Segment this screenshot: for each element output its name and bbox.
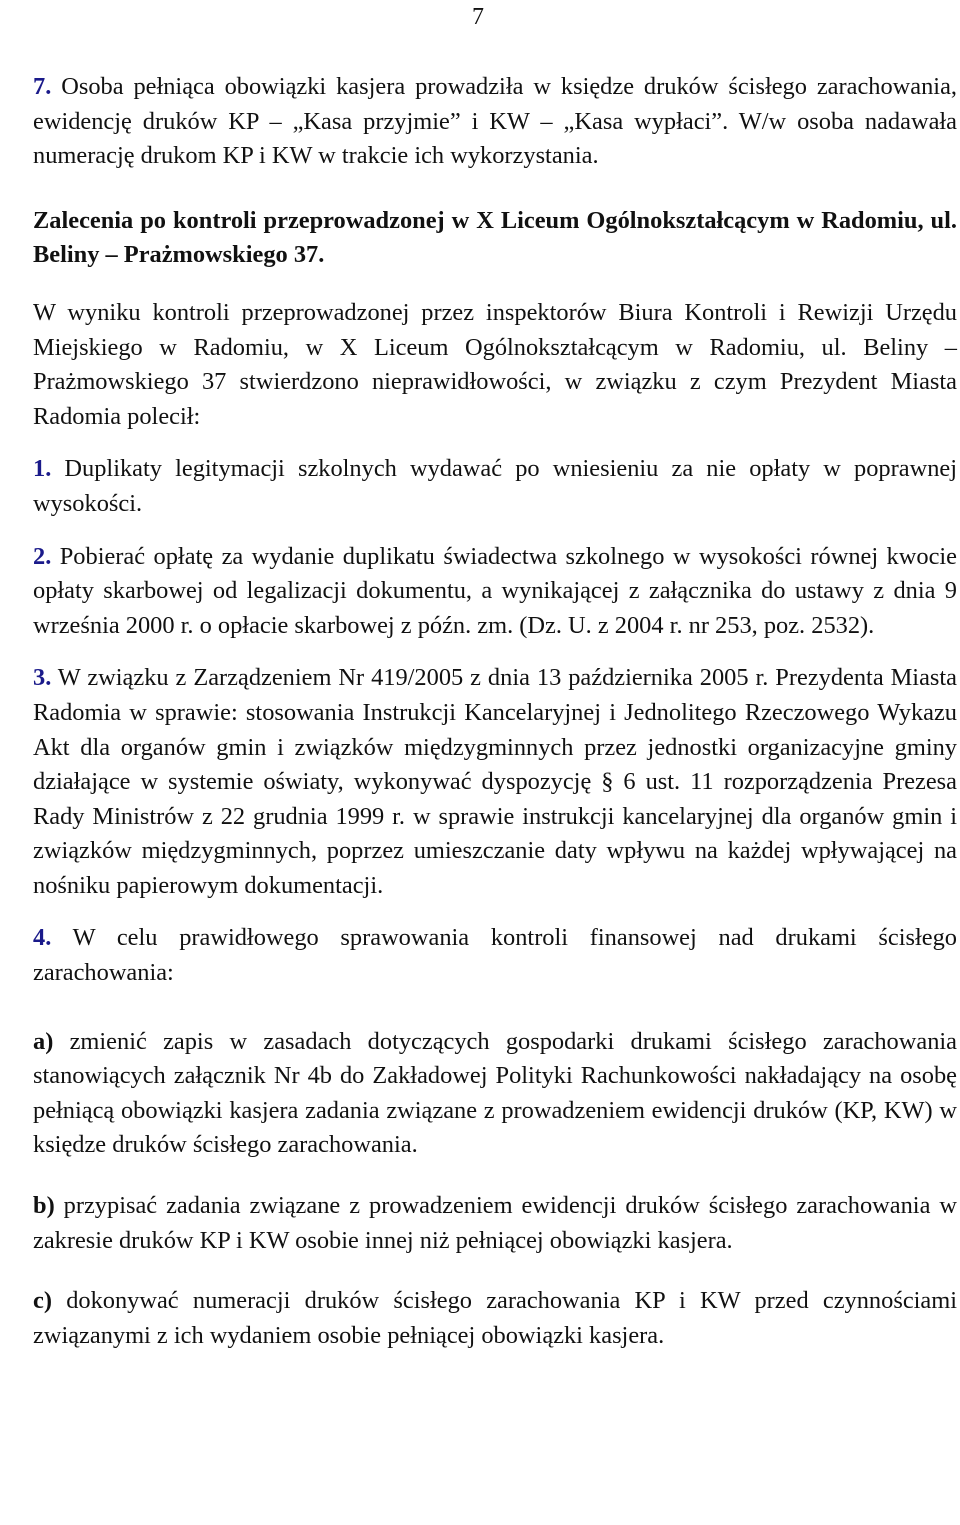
recommendation-3 xyxy=(33,661,957,903)
intro-paragraph: W wyniku kontroli przeprowadzonej przez inspektorów Biura Kontroli i Rewizji Urzędu Miejskiego w Radomiu, w X Liceum Ogólnokształcącym w Radomiu, ul. Beliny – Prażmowskiego 37 stwierdzono nieprawidłowości, w związku z czym Prezydent Miasta Radomia polecił: xyxy=(33,298,957,430)
item-c-mark: c) xyxy=(33,1287,52,1315)
item-b-mark: b) xyxy=(33,1192,55,1220)
item-b-text: przypisać zadania związane z prowadzeniem ewidencji druków ścisłego zarachowania w zakresie druków KP i KW osobie innej niż pełniącej obowiązki kasjera. xyxy=(33,1192,957,1254)
item-a xyxy=(33,1025,957,1163)
recommendation-1-number: 1. xyxy=(33,455,52,483)
recommendation-2-text: Pobierać opłatę za wydanie duplikatu świadectwa szkolnego w wysokości równej kwocie opłaty skarbowej od legalizacji dokumentu, a wynikającej z załącznika do ustawy z dnia 9 września 2000 r. o opłacie skarbowej z późn. zm. (Dz. U. z 2004 r. nr 253, poz. 2532). xyxy=(33,542,957,639)
recommendation-3-text: W związku z Zarządzeniem Nr 419/2005 z dnia 13 października 2005 r. Prezydenta Miasta Radomia w sprawie: stosowania Instrukcji Kancelaryjnej i Jednolitego Rzeczowego Wykazu Akt dla organów gmin i związków międzygminnych przez jednostki organizacyjne gminy działające w systemie oświaty, wykonywać dyspozycję § 6 ust. 11 rozporządzenia Prezesa Rady Ministrów z 22 grudnia 1999 r. w sprawie instrukcji kancelaryjnej dla organów gmin i związków międzygminnych, poprzez umieszczanie daty wpływu na każdej wpływającej na nośniku papierowym dokumentacji. xyxy=(33,664,957,899)
paragraph-7 xyxy=(33,70,957,174)
item-c-text: dokonywać numeracji druków ścisłego zarachowania KP i KW przed czynnościami związanymi z ich wydaniem osobie pełniącej obowiązki kasjera. xyxy=(33,1287,957,1349)
recommendation-4-number: 4. xyxy=(33,924,52,952)
recommendation-4-text: W celu prawidłowego sprawowania kontroli finansowej nad drukami ścisłego zarachowania: xyxy=(33,924,957,987)
recommendation-4 xyxy=(33,921,957,990)
recommendation-1-text: Duplikaty legitymacji szkolnych wydawać po wniesieniu za nie opłaty w poprawnej wysokości. xyxy=(33,455,957,517)
item-a-text: zmienić zapis w zasadach dotyczących gospodarki drukami ścisłego zarachowania stanowiących załącznik Nr 4b do Zakładowej Polityki Rachunkowości nakładający na osobę pełniącą obowiązki kasjera zadania związane z prowadzeniem ewidencji druków (KP, KW) w księdze druków ścisłego zarachowania. xyxy=(33,1027,957,1159)
recommendation-3-number: 3. xyxy=(33,664,52,692)
item-b xyxy=(33,1189,957,1258)
recommendations-heading: Zalecenia po kontroli przeprowadzonej w X Liceum Ogólnokształcącym w Radomiu, ul. Beliny – Prażmowskiego 37. xyxy=(33,206,957,269)
paragraph-7-text: Osoba pełniąca obowiązki kasjera prowadziła w księdze druków ścisłego zarachowania, ewidencję druków KP – „Kasa przyjmie” i KW – „Kasa wypłaci”. W/w osoba nadawała numerację drukom KP i KW w trakcie ich wykorzystania. xyxy=(33,73,957,170)
page-number: 7 xyxy=(472,4,484,30)
recommendation-1 xyxy=(33,452,957,521)
document-body xyxy=(33,70,957,1353)
recommendation-2 xyxy=(33,540,957,644)
paragraph-7-number: 7. xyxy=(33,73,52,100)
recommendation-2-number: 2. xyxy=(33,542,52,570)
item-a-mark: a) xyxy=(33,1027,54,1055)
item-c xyxy=(33,1284,957,1353)
